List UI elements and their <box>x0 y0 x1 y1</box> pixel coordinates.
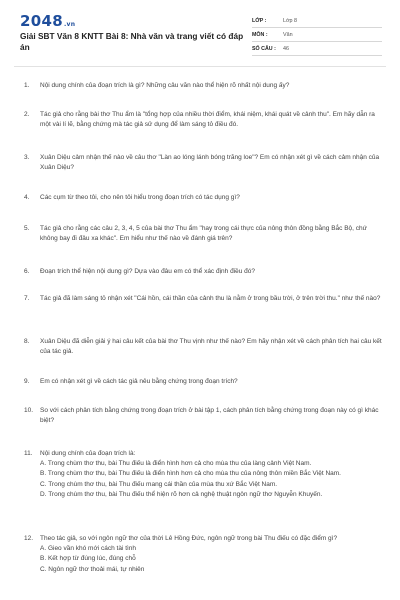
info-row-count <box>252 42 382 56</box>
question-number: 8. <box>24 338 30 345</box>
header-divider <box>14 66 386 67</box>
answer-option-b: B. Kết hợp từ đúng lúc, đúng chỗ <box>40 555 136 563</box>
question-text: Nội dung chính của đoạn trích là gì? Những câu văn nào thể hiện rõ nhất nội dung ấy? <box>40 82 290 89</box>
info-table <box>252 14 382 56</box>
question-item <box>24 534 386 575</box>
info-row-grade <box>252 14 382 28</box>
question-text: Tác giả đã làm sáng tỏ nhận xét "Cái hồn, cái thần của cảnh thu là nằm ở trong bầu trời, ở trên trời thu." như thế nào? <box>40 295 381 302</box>
question-text: Các cụm từ theo tôi, cho nên tôi hiểu trong đoạn trích có tác dụng gì? <box>40 194 240 201</box>
answer-option-a: A. Trong chùm thơ thu, bài Thu điếu là điển hình hơn cả cho mùa thu của làng cảnh Việt Nam. <box>40 460 312 468</box>
question-number: 12. <box>24 535 34 542</box>
question-text: Xuân Diệu cảm nhận thế nào về câu thơ "Làn ao lóng lánh bóng trăng loe"? Em có nhận xét gì về cách cảm nhận của Xuân Diệu? <box>40 154 380 171</box>
question-number: 5. <box>24 225 30 232</box>
question-body <box>40 449 386 500</box>
question-text: Đoạn trích thể hiện nội dung gì? Dựa vào đâu em có thể xác định điều đó? <box>40 268 256 275</box>
question-number: 11. <box>24 450 33 457</box>
question-item <box>24 153 386 172</box>
question-number: 9. <box>24 378 30 385</box>
answer-option-a: A. Gieo vần khó mới cách tài tình <box>40 545 137 553</box>
question-text: Tác giả cho rằng các câu 2, 3, 4, 5 của bài thơ Thu ẩm "hay trong cái thực của nông thôn đồng bằng Bắc Bộ, chứ không bay đi đâu xa khác". Em hiểu như thế nào về đánh giá trên? <box>40 225 367 242</box>
answer-option-d: D. Trong chùm thơ thu, bài Thu điếu thể hiện rõ hơn cả nghệ thuật ngôn ngữ thơ Nguyễn Khuyến. <box>40 490 323 498</box>
page-title: Giải SBT Văn 8 KNTT Bài 8: Nhà văn và trang viết có đáp án <box>20 31 244 52</box>
logo-text: 2048 <box>20 12 63 30</box>
question-text: Xuân Diệu đã diễn giải ý hai câu kết của bài thơ Thu vịnh như thế nào? Em hãy nhận xét về cách phân tích hai câu kết của tác giả. <box>40 338 382 355</box>
question-item <box>24 449 386 500</box>
answer-option-c: C. Ngôn ngữ thơ thoải mái, tự nhiên <box>40 565 145 573</box>
question-number: 4. <box>24 194 30 201</box>
question-number: 6. <box>24 268 30 275</box>
question-number: 10. <box>24 407 34 414</box>
question-number: 7. <box>24 295 30 302</box>
question-item <box>24 81 386 91</box>
info-value: Văn <box>283 31 293 38</box>
question-number: 2. <box>24 111 30 118</box>
question-text: Tác giả cho rằng bài thơ Thu ẩm là "tổng hợp của nhiều thời điểm, khái niệm, khái quát về cảnh thu". Em hãy dẫn ra một vài lí lẽ, bằng chứng mà tác giả sử dụng để làm sáng tỏ điều đó. <box>40 111 375 128</box>
question-text: So với cách phân tích bằng chứng trong đoạn trích ở bài tập 1, cách phân tích bằng chứng trong đoạn này có gì khác biệt? <box>40 407 379 424</box>
answer-option-c: C. Trong chùm thơ thu, bài Thu điếu mang cái thần của mùa thu xứ Bắc Việt Nam. <box>40 480 278 488</box>
question-number: 3. <box>24 154 30 161</box>
info-value: 46 <box>283 45 289 52</box>
question-text: Theo tác giả, so với ngôn ngữ thơ của thời Lê Hồng Đức, ngôn ngữ trong bài Thu điếu có đặc điểm gì? <box>40 535 338 542</box>
question-item <box>24 294 386 304</box>
page-header <box>0 0 400 62</box>
info-label: LỚP : <box>252 17 267 24</box>
info-row-subject <box>252 28 382 42</box>
question-text: Nội dung chính của đoạn trích là: <box>40 450 136 457</box>
question-body <box>40 534 386 575</box>
info-value: Lớp 8 <box>283 17 298 24</box>
question-item <box>24 110 386 129</box>
question-item <box>24 406 386 425</box>
question-item <box>24 267 386 277</box>
info-label: SỐ CÂU : <box>252 45 276 52</box>
site-logo[interactable] <box>20 12 75 30</box>
question-item <box>24 224 386 243</box>
question-number: 1. <box>24 82 30 89</box>
info-label: MÔN : <box>252 31 268 38</box>
question-item <box>24 337 386 356</box>
answer-option-b: B. Trong chùm thơ thu, bài Thu điếu là điển hình hơn cả cho mùa thu của nông thôn miền Bắc Việt Nam. <box>40 470 341 478</box>
question-item <box>24 377 386 387</box>
logo-suffix: .vn <box>63 21 76 28</box>
question-text: Em có nhận xét gì về cách tác giả nêu bằng chứng trong đoạn trích? <box>40 378 238 385</box>
question-item <box>24 193 386 203</box>
